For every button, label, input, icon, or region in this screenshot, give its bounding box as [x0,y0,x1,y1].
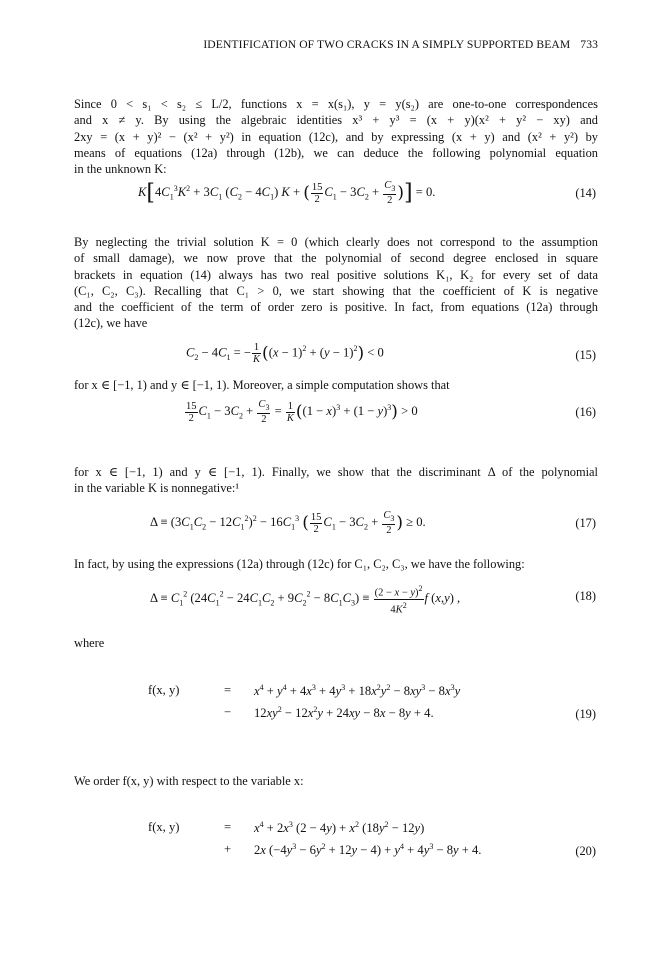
equation-19-line-1: $x^4 + y^4 + 4x^3 + 4y^3 + 18x^2y^2 - 8xy^3 - 8x^3y$ [254,683,461,699]
paragraph-line: of small damage), we now prove that the polynomial of second degree enclosed in square [74,251,598,266]
paragraph-line: brackets in equation (14) always has two real positive solutions K₁, K₂ for every set of data [74,267,598,282]
equation-19-line-2: $12xy^2 - 12x^2y + 24xy - 8x - 8y + 4$. [254,705,434,721]
equation-19 [74,683,598,729]
equation-19-lhs: f(x, y) [148,683,180,697]
equation-14 [74,180,598,208]
running-head [74,38,598,51]
equation-20-plus: + [224,842,232,856]
paragraph-line: for x ∈ [−1, 1) and y ∈ [−1, 1). Finally, we show that the discriminant Δ of the polynomial [74,465,598,479]
equation-20-line-2: 2x $(-4y^3 - 6y^2 + 12y - 4) + y^4 + 4y^3 - 8y + 4$. [254,842,482,858]
paragraph-line: (C₁, C₂, C₃). Recalling that C₁ > 0, we start showing that the coefficient of K is negative [74,283,598,298]
paragraph-6 [74,773,598,789]
paragraph-line: and x ≠ y. By using the algebraic identities x³ + y³ = (x + y)(x² + y² − xy) and [74,113,598,128]
paragraph-line: 2xy = (x + y)² − (x² + y²) in equation (12c), and by expressing (x + y) and (x² + y²) by [74,129,598,144]
equation-19-eqsign: = [224,683,232,697]
equation-number: (18) [575,589,596,603]
paragraph-line: in the variable K is nonnegative:¹ [74,481,240,496]
paragraph-line: for x ∈ [−1, 1) and y ∈ [−1, 1). Moreover, a simple computation shows that [74,378,450,392]
paragraph-5 [74,556,598,572]
paragraph-line: in the unknown K: [74,162,167,177]
paragraph-line: We order f(x, y) with respect to the variable x: [74,774,304,788]
equation-17-body: $\Delta \equiv (3C_1C_2 - 12C_1^2)^2 - 16C_1^3$ ( $\frac{15}{2}$ $C_1 - 3C_2$ + $\frac{C_3}{2}$ ) ≥ 0. [150,510,426,537]
page-number: 733 [580,38,598,51]
paragraph-1 [74,96,598,177]
running-head-title: IDENTIFICATION OF TWO CRACKS IN A SIMPLY SUPPORTED BEAM [203,38,571,51]
paragraph-line: (12c), we have [74,316,148,331]
equation-number: (15) [575,348,596,362]
equation-20 [74,820,598,866]
equation-18 [74,583,598,615]
paragraph-line: Since 0 < s₁ < s₂ ≤ L/2, functions x = x(s₁), y = y(s₂) are one-to-one correspondences [74,97,598,111]
equation-number: (14) [575,186,596,200]
equation-18-body: $\Delta \equiv C_1^2$ $(24C_1^2 - 24C_1C_2 + 9C_2^2 - 8C_1C_3)$ ≡ $\frac{(2 - x - y)^2}{4K^2}$ f (x,y) , [150,584,461,615]
paragraph-line: where [74,636,105,650]
paragraph-2 [74,234,598,332]
equation-20-eqsign: = [224,820,232,834]
equation-16 [74,399,598,427]
paragraph-line: In fact, by using the expressions (12a) through (12c) for C₁, C₂, C₃, we have the following: [74,557,525,571]
equation-19-minus: − [224,705,232,719]
equation-14-body: $K[4C_1^3K^2 + 3C_1$ $(C_2 - 4C_1) K$ + ( $\frac{15}{2}$ $C_1 - 3C_2$ + $\frac{C_3}{2}$ )] = 0. [138,180,436,207]
equation-number: (17) [575,516,596,530]
paragraph-line: and the coefficient of the term of order zero is positive. In fact, from equations (12a) through [74,300,598,315]
paragraph-line: means of equations (12a) through (12b), we can deduce the following polynomial equation [74,145,598,160]
equation-20-lhs: f(x, y) [148,820,180,834]
equation-number: (20) [575,844,596,858]
equation-15 [74,342,598,370]
where-label [74,635,598,651]
equation-16-body: $\frac{15}{2}$ $C_1 - 3C_2$ + $\frac{C_3}{2}$ = $\frac{1}{K}$ $((1 - x)^3 + (1 - y)^3) > 0$ [186,399,418,426]
paragraph-3 [74,377,598,393]
paragraph-4 [74,464,598,497]
equation-number: (16) [575,405,596,419]
equation-number: (19) [575,707,596,721]
equation-15-body: $C_2 - 4C_1$ = − $\frac{1}{K}$ $((x - 1)^2 + (y - 1)^2) < 0$ [186,342,384,365]
paragraph-line: By neglecting the trivial solution K = 0 (which clearly does not correspond to the assumption [74,235,598,249]
equation-20-line-1: $x^4 + 2x^3$ $(2 - 4y) + x^2$ $(18y^2 - 12y)$ [254,820,425,836]
equation-17 [74,510,598,538]
